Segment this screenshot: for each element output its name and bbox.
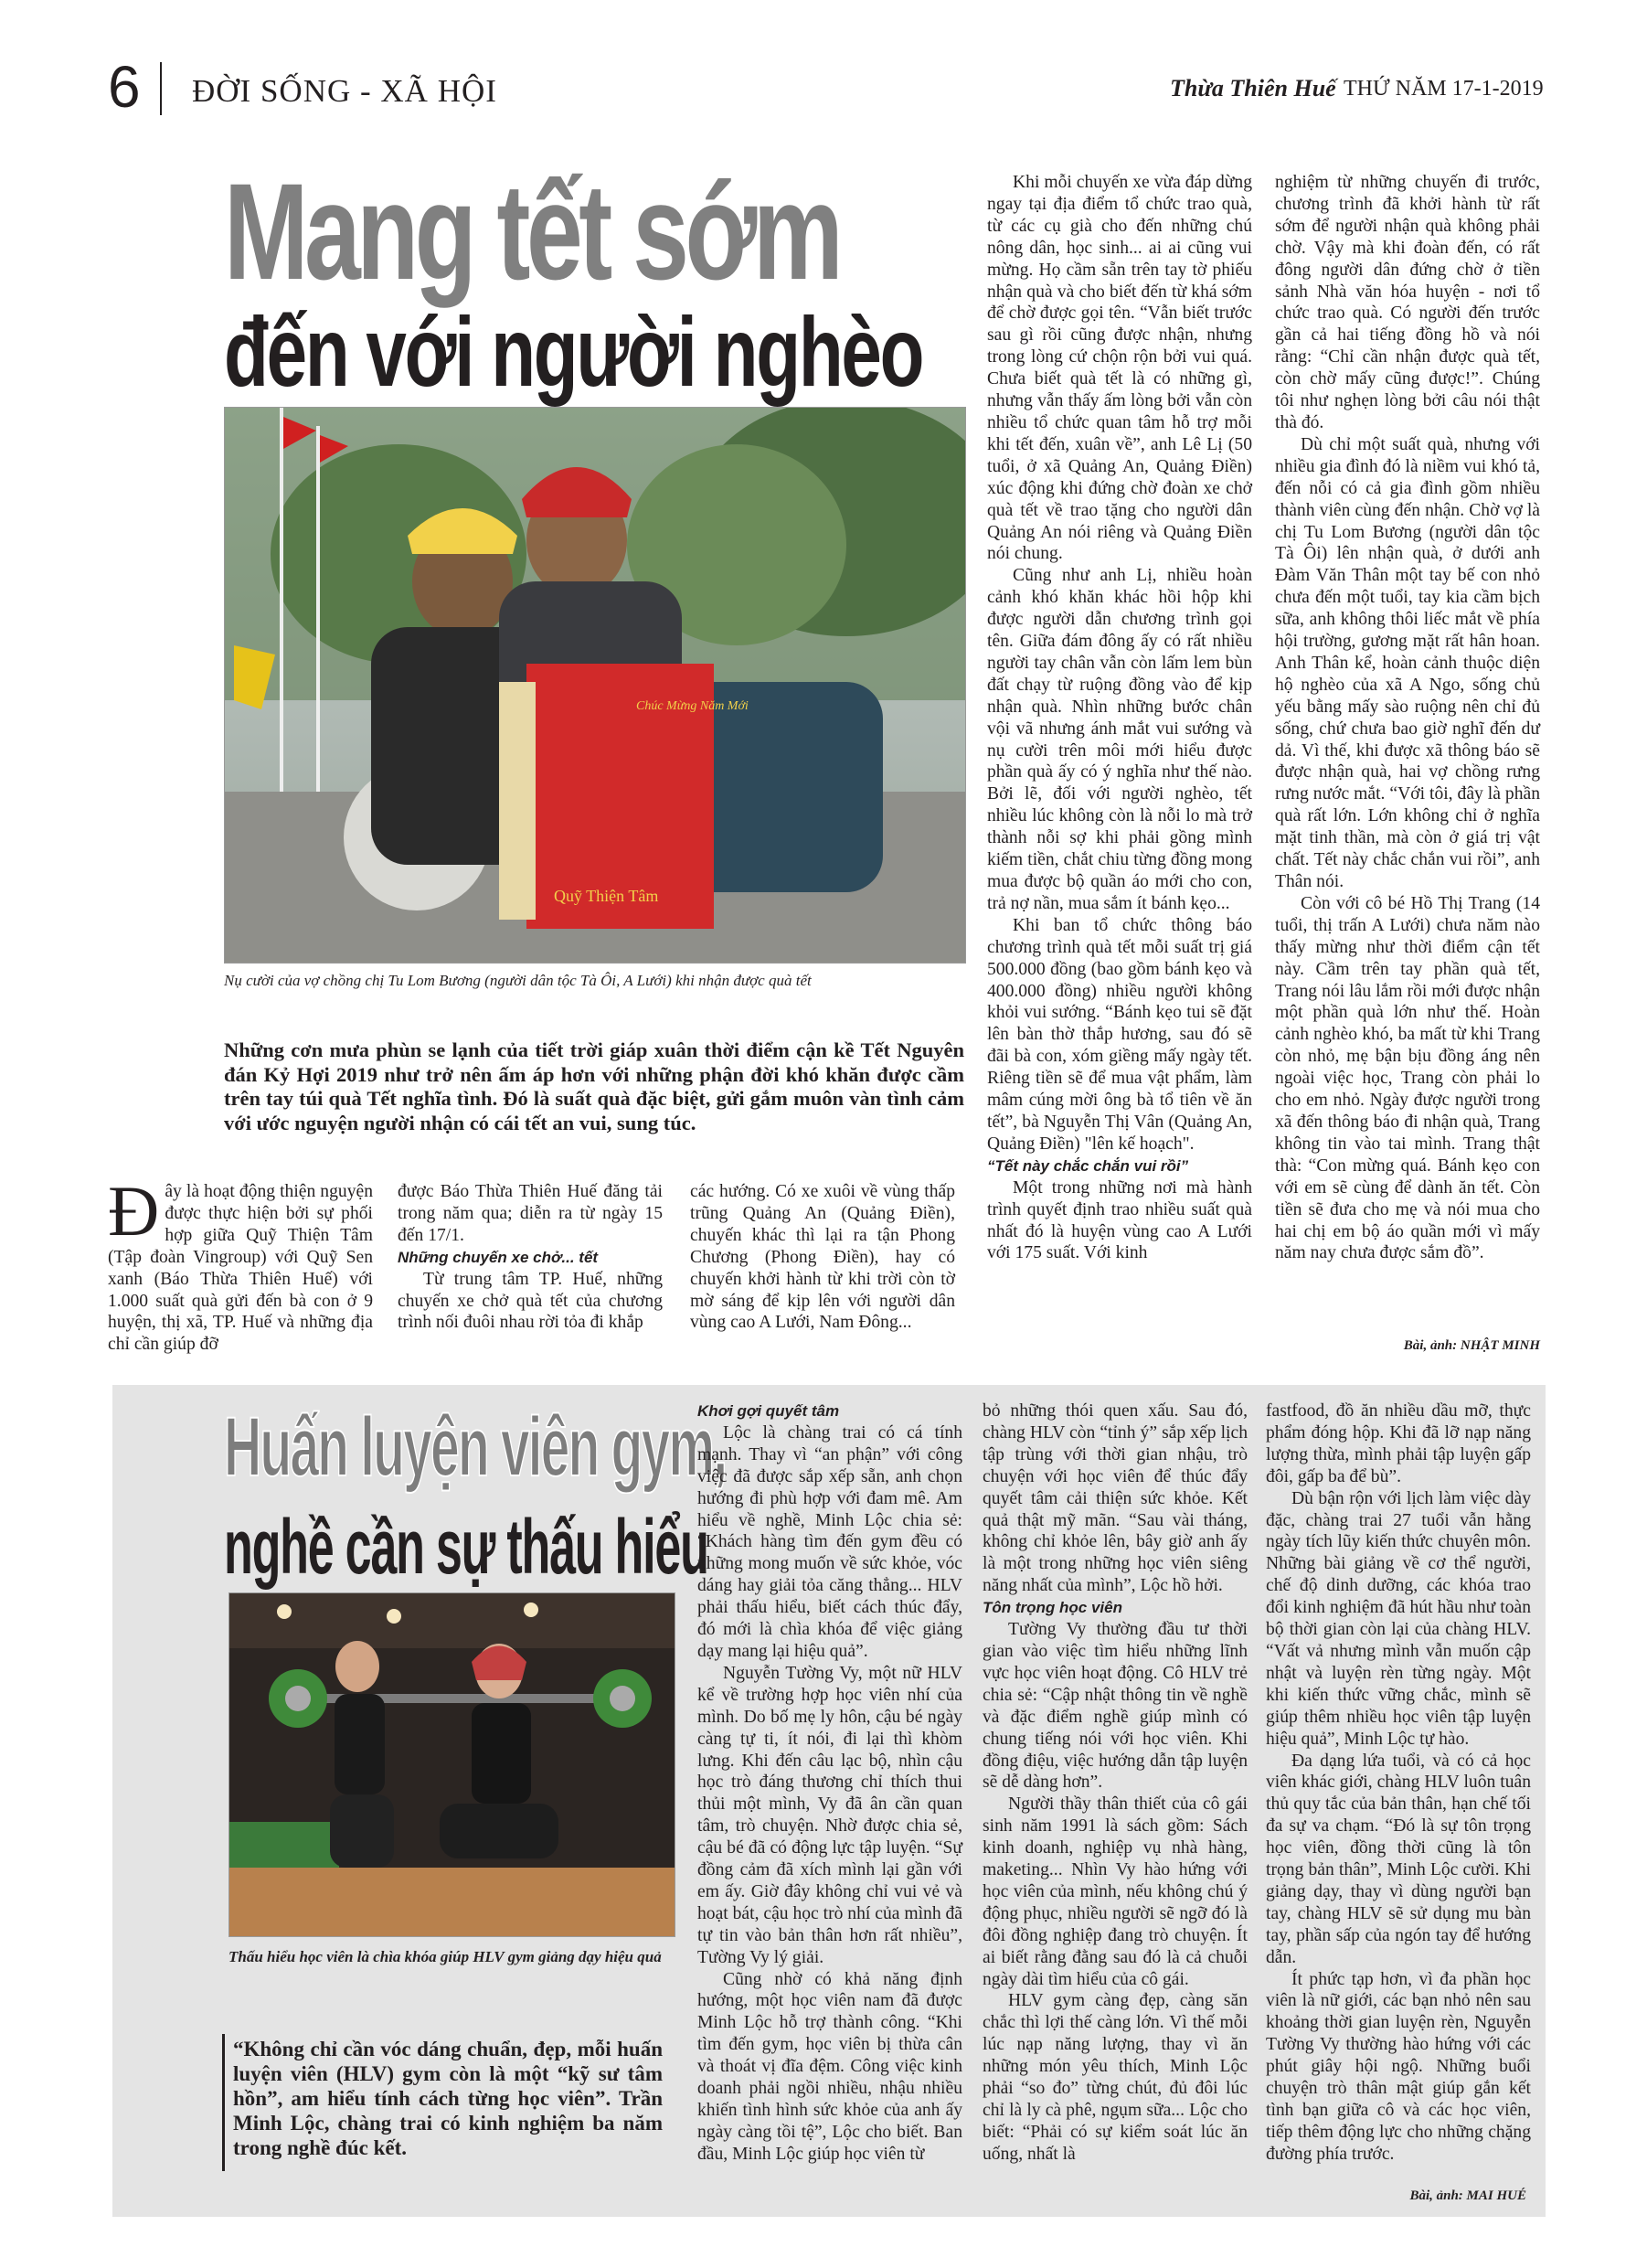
article2-photo — [228, 1592, 675, 1937]
article2-byline: Bài, ảnh: MAI HUÉ — [1409, 2188, 1526, 2203]
subhead-khoi-goi: Khơi gợi quyết tâm — [697, 1402, 840, 1420]
article1-photo — [224, 407, 966, 964]
header-separator — [160, 62, 162, 115]
article1-col-5: nghiệm từ những chuyến đi trước, chương trình đã khởi hành từ rất sớm để người nhận quà không phải chờ. Vậy mà khi đoàn đến, có rất đông người dân đứng chờ ở tiền sảnh Nhà văn hóa huyện - nơi tổ chức trao quà. Có người đến trước gần cả hai tiếng đồng hồ và nói rằng: “Chỉ cần nhận được quà tết, còn chờ mấy cũng được!”. Chúng tôi như nghẹn lòng bởi câu nói thật thà đó. Dù chỉ một suất quà, nhưng với nhiều gia đình đó là niềm vui khó tả, đến nỗi có cả gia đình gồm nhiều thành viên cùng đến nhận. Chờ vợ là chị Tu Lom Bương (người dân tộc Tà Ôi) lên nhận quà, ở dưới anh Đàm Văn Thân một tay bế con nhỏ chưa đến một tuổi, tay kia cầm bịch sữa, anh không thôi liếc mắt về phía hội trường, gương mặt rất hân hoan. Anh Thân kể, hoàn cảnh thuộc diện hộ nghèo của xã A Ngo, sống chủ yếu bằng mấy sào ruộng nên chỉ đủ sống, chứ chưa bao giờ nghĩ đến dư dả. Vì thế, khi được xã thông báo sẽ được nhận quà, hai vợ chồng rưng rưng nước mắt. “Với tôi, đây là phần quà rất lớn. Lớn không chỉ ở nghĩa mặt tinh thần, mà còn ở giá trị vật chất. Tết này chắc chắn vui rồi”, anh Thân nói. Còn với cô bé Hồ Thị Trang (14 tuổi, thị trấn A Lưới) chưa năm nào thấy mừng như thời điểm cận tết này. Cầm trên tay phần quà tết, Trang nói lâu lắm rồi mới được nhận một phần quà lớn như thế. Hoàn cảnh nghèo khó, ba mất từ khi Trang còn nhỏ, mẹ bận bịu đồng áng nên ngoài việc học, Trang còn phải lo cho em nhỏ. Ngày được người trong xã đến thông báo đi nhận quà, Trang không tin vào tai mình. Trang thật thà: “Con mừng quá. Bánh kẹo con với em sẽ cùng để dành ăn tết. Còn tiền sẽ đưa cho mẹ và nói mua cho hai chị em bộ áo quần mới vì mấy năm nay chưa được sắm đồ”. — [1275, 173, 1540, 1263]
subhead-chuyen-xe: Những chuyến xe chở... tết — [398, 1248, 599, 1266]
section-title: ĐỜI SỐNG - XÃ HỘI — [192, 73, 497, 109]
article1-col-4: Khi mỗi chuyến xe vừa đáp dừng ngay tại địa điểm tổ chức trao quà, từ các cụ già cho đến những chú nông dân, học sinh... ai ai cũng vui mừng. Họ cầm sẵn trên tay tờ phiếu nhận quà và cho biết đến từ khá sớm để chờ được gọi tên. “Vẫn biết trước sau gì rồi cũng được nhận, nhưng trong lòng cứ chộn rộn bởi vui quá. Chưa biết quà tết là có những gì, nhưng vẫn thấy ấm lòng bởi vẫn còn nhiều tổ chức quan tâm hỗ trợ mỗi khi tết đến, xuân về”, anh Lê Lị (50 tuổi, ở xã Quảng An, Quảng Điền) xúc động khi đứng chờ đoàn xe chở quà tết về trao tặng cho người dân Quảng An nói riêng và Quảng Điền nói chung. Cũng như anh Lị, nhiều hoàn cảnh khó khăn khác hồi hộp khi được người dẫn chương trình gọi tên. Giữa đám đông ấy có rất nhiều người tay chân vẫn còn lấm lem bùn đất chạy từ ruộng đồng vào để kịp nhận quà. Nhìn những bước chân vội vã nhưng ánh mắt vui sướng và nụ cười trên môi mới hiểu được phần quà ấy có ý nghĩa như thế nào. Bởi lẽ, đối với người nghèo, tết nhiều lúc không còn là nỗi lo mà trở thành nỗi sợ khi phải gồng mình kiếm tiền, chắt chiu từng đồng mong mua được bộ quần áo mới cho con, trả nợ nần, mua sắm ít bánh kẹo... Khi ban tổ chức thông báo chương trình quà tết mỗi suất trị giá 500.000 đồng (bao gồm bánh kẹo và 400.000 đồng) nhiều người không khỏi vui sướng. “Bánh kẹo tui sẽ đặt lên bàn thờ thắp hương, sau đó sẽ đãi bà con, xóm giềng mấy ngày tết. Riêng tiền sẽ để mua vật phẩm, làm mâm cúng mời ông bà tổ tiên về ăn tết”, bà Nguyễn Thị Vân (Quảng An, Quảng Điền) "lên kế hoạch". “Tết này chắc chắn vui rồi” Một trong những nơi mà hành trình quyết định trao nhiều suất quà nhất đó là huyện vùng cao A Lưới với 175 suất. Với kinh — [987, 173, 1252, 1263]
article2-caption: Thấu hiểu học viên là chìa khóa giúp HLV gym giảng dạy hiệu quả — [228, 1948, 662, 1965]
article1-byline: Bài, ảnh: NHẬT MINH — [1403, 1338, 1540, 1353]
article1-col-3: các hướng. Có xe xuôi về vùng thấp trũng Quảng An (Quảng Điền), chuyến khác thì lại ra tận Phong Chương (Phong Điền), hay có chuyến khởi hành từ khi trời còn tờ mờ sáng để kịp lên với người dân vùng cao A Lưới, Nam Đông... — [690, 1182, 955, 1333]
article2-col-2: bỏ những thói quen xấu. Sau đó, chàng HLV còn “tỉnh ý” sắp xếp lịch tập trùng với thời gian nhậu, trò chuyện với học viên để thúc đẩy quyết tâm cải thiện sức khỏe. Kết quả thật mỹ mãn. “Sau vài tháng, không chỉ khỏe lên, bây giờ anh ấy là một trong những học viên siêng năng nhất của mình”, Lộc hồ hởi. Tôn trọng học viên Tường Vy thường đầu tư thời gian vào việc tìm hiểu những lĩnh vực học viên hoạt động. Cô HLV trẻ chia sẻ: “Cập nhật thông tin về nghề và đặc điểm nghề giúp mình có chung tiếng nói với học viên. Khi đồng điệu, việc hướng dẫn tập luyện sẽ dễ dàng hơn”. Người thầy thân thiết của cô gái sinh năm 1991 là sách gồm: Sách kinh doanh, nghiệp vụ nhà hàng, maketing... Nhìn Vy hào hứng với học viên của mình, nếu không chú ý động phục, nhiều người sẽ ngỡ đó là đôi đồng nghiệp đang trò chuyện. Ít ai biết rằng đằng sau đó là cả chuỗi ngày dài tìm hiểu của cô gái. HLV gym càng đẹp, càng săn chắc thì lợi thế càng lớn. Vì thế mỗi lúc nạp năng lượng, thay vì ăn những món yêu thích, Minh Lộc phải “so đo” từng chút, đủ đôi lúc chỉ là ly cà phê, ngụm sữa... Lộc cho biết: “Phải có sự kiểm soát lúc ăn uống, nhất là — [983, 1401, 1248, 2164]
article1-caption: Nụ cười của vợ chồng chị Tu Lom Bương (người dân tộc Tà Ôi, A Lưới) khi nhận được quà tết — [224, 972, 812, 989]
subhead-ton-trong: Tôn trọng học viên — [983, 1599, 1122, 1617]
article1-headline-line2: đến với người nghèo — [224, 296, 923, 407]
subhead-tet-nay: “Tết này chắc chắn vui rồi” — [987, 1156, 1189, 1175]
article1-headline-line1: Mang tết sớm — [224, 154, 840, 308]
article2-headline-line2: nghề cần sự thấu hiểu — [224, 1504, 708, 1590]
bag-label: Quỹ Thiện Tâm — [554, 887, 659, 905]
article2-col-3: fastfood, đồ ăn nhiều dầu mỡ, thực phẩm đóng hộp. Khi đã lỡ nạp năng lượng thừa, mình phải tập luyện gấp đôi, gấp ba để bù”. Dù bận rộn với lịch làm việc dày đặc, chàng trai 27 tuổi vẫn hằng ngày tích lũy kiến thức chuyên môn. Những bài giảng về cơ thể người, chế độ dinh dưỡng, các khóa trao đổi kinh nghiệm đã hút hầu như toàn bộ thời gian còn lại của chàng HLV. “Vất vả nhưng mình vẫn muốn cập nhật và luyện rèn từng ngày. Một khi kiến thức vững chắc, mình sẽ giúp thêm nhiều học viên tập luyện hiệu quả”, Minh Lộc tự hào. Đa dạng lứa tuổi, và có cả học viên khác giới, chàng HLV luôn tuân thủ quy tắc của bản thân, hạn chế tối đa sự va chạm. “Đó là sự tôn trọng học viên, đồng thời cũng là tôn trọng bản thân”, Minh Lộc cười. Khi giảng dạy, thay vì dùng người bạn tay, chàng HLV sẽ sử dụng mu bàn tay, phần sấp của ngón tay để hướng dẫn. Ít phức tạp hơn, vì đa phần học viên là nữ giới, các bạn nhỏ nên sau khoảng thời gian luyện rèn, Nguyễn Tường Vy thường hào hứng với các phút giây hội ngộ. Những buổi chuyện trò thân mật giúp gắn kết tình bạn giữa cô và các học viên, tiếp thêm động lực cho những chặng đường phía trước. — [1266, 1401, 1531, 2164]
article1-lead: Những cơn mưa phùn se lạnh của tiết trời giáp xuân thời điểm cận kề Tết Nguyên đán Kỷ Hợi 2019 như trở nên ấm áp hơn với những phận đời khó khăn được cầm trên tay túi quà Tết nghĩa tình. Đó là suất quà đặc biệt, gửi gắm muôn vàn tình cảm với ước nguyện người nhận có cái tết an vui, sung túc. — [224, 1038, 964, 1134]
page-number: 6 — [108, 54, 141, 120]
issue-date: THỨ NĂM 17-1-2019 — [1344, 77, 1544, 101]
article1-col-1: Đây là hoạt động thiện nguyện được thực hiện bởi sự phối hợp giữa Quỹ Thiện Tâm (Tập đoàn Vingroup) với Quỹ Sen xanh (Báo Thừa Thiên Huế) với 1.000 suất quà gửi đến bà con ở 9 huyện, thị xã, TP. Huế và những địa chỉ cần giúp đỡ — [108, 1171, 373, 1355]
dropcap: Đ — [108, 1171, 160, 1251]
article2-quote: “Không chỉ cần vóc dáng chuẩn, đẹp, mỗi huấn luyện viên (HLV) gym còn là một “kỹ sư tâm hồn”, am hiểu tính cách từng học viên”. Trần Minh Lộc, chàng trai có kinh nghiệm ba năm trong nghề đúc kết. — [233, 2038, 663, 2159]
paper-name: Thừa Thiên Huế — [1170, 75, 1336, 101]
quote-rule — [222, 2034, 225, 2171]
article1-col-2: được Báo Thừa Thiên Huế đăng tải trong năm qua; diễn ra từ ngày 15 đến 17/1. Những chuyến xe chở... tết Từ trung tâm TP. Huế, những chuyến xe chở quà tết của chương trình nối đuôi nhau rời tỏa đi khắp — [398, 1182, 663, 1333]
bag-greeting: Chúc Mừng Năm Mới — [636, 699, 749, 713]
article2-col-1: Khơi gợi quyết tâm Lộc là chàng trai có cá tính mạnh. Thay vì “an phận” với công việc đã được sắp xếp sẵn, anh chọn hướng đi phù hợp với đam mê. Am hiểu về nghề, Minh Lộc chia sẻ: “Khách hàng tìm đến gym đều có những mong muốn về sức khỏe, vóc dáng hay giải tỏa căng thẳng... HLV phải thấu hiểu, biết cách thúc đẩy, đó mới là chìa khóa để việc giảng dạy mang lại hiệu quả”. Nguyễn Tường Vy, một nữ HLV kể về trường hợp học viên nhí của mình. Do bố mẹ ly hôn, cậu bé ngày càng tự ti, ít nói, đi lại thì khòm lưng. Khi đến câu lạc bộ, nhìn cậu học trò đáng thương chỉ thích thui thủi một mình, Vy đã ân cần quan tâm, trò chuyện. Nhờ được chia sẻ, cậu bé đã có động lực tập luyện. “Sự đồng cảm đã xích mình lại gần với em ấy. Giờ đây không chỉ vui vẻ và hoạt bát, cậu học trò nhí của mình đã tự tin vào bản thân hơn rất nhiều”, Tường Vy lý giải. Cũng nhờ có khả năng định hướng, một học viên nam đã được Minh Lộc hỗ trợ thành công. “Khi tìm đến gym, học viên bị thừa cân và thoát vị đĩa đệm. Công việc kinh doanh phải ngồi nhiều, nhậu nhiều khiến tình hình sức khỏe của anh ấy ngày càng tồi tệ”, Lộc cho biết. Ban đầu, Minh Lộc giúp học viên từ — [697, 1402, 963, 2164]
article2-headline-line1: Huấn luyện viên gym, — [224, 1400, 727, 1494]
